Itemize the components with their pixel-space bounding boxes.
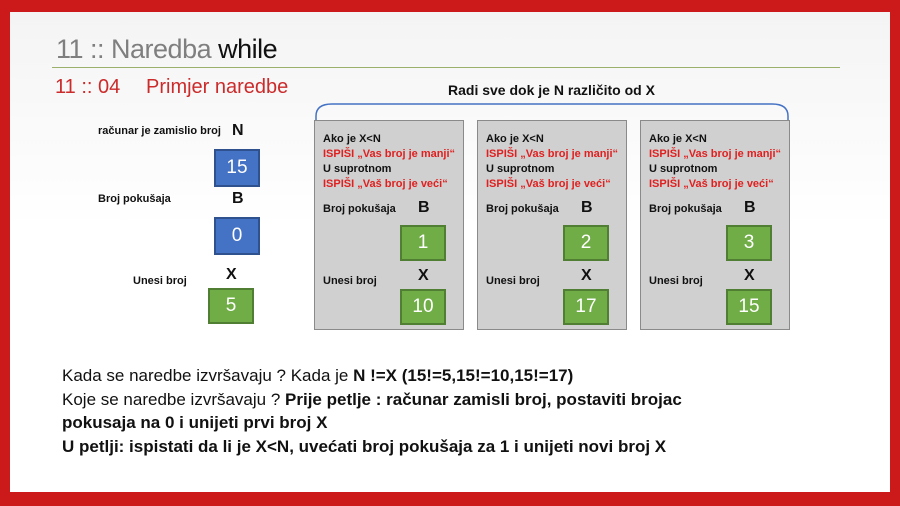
title-keyword: while [218,34,278,64]
else-keyword: U suprotnom [323,163,392,175]
else-text: ISPIŠI „Vaš broj je veći“ [323,178,448,190]
slide-title [56,34,277,65]
explanation-line-4 [62,437,666,457]
b-label: Broj pokušaja [323,203,396,215]
b-label: Broj pokušaja [649,203,722,215]
x-label: Unesi broj [133,275,187,287]
loop-header: Radi sve dok je N različito od X [448,82,655,98]
else-text: ISPIŠI „Vaš broj je veći“ [486,178,611,190]
n-variable: N [232,122,244,139]
explanation-line-3 [62,413,327,433]
then-text: ISPIŠI „Vas broj je manji“ [486,148,619,160]
title-rule [52,67,840,68]
answer-when: N !=X (15!=5,15!=10,15!=17) [353,366,574,385]
b-value-box: 3 [726,225,772,261]
n-value-box: 15 [214,149,260,187]
explanation-line-2 [62,390,682,410]
answer-before-loop: Prije petlje : računar zamisli broj, postaviti brojac [285,390,682,409]
x-variable: X [418,267,429,284]
b-variable: B [418,199,430,216]
subtitle-text: Primjer naredbe [146,76,289,98]
answer-in-loop: U petlji: ispistati da li je X<N, uvećati broj pokušaja za 1 i unijeti novi broj X [62,437,667,456]
title-prefix: 11 :: Naredba [56,34,212,64]
explanation-line-1 [62,366,573,386]
condition-text: Ako je X<N [323,133,381,145]
x-value-box: 17 [563,289,609,325]
b-label: Broj pokušaja [486,203,559,215]
iteration-panel-1 [314,120,464,330]
b-variable: B [744,199,756,216]
subtitle-number: 11 :: 04 [55,76,121,98]
iteration-panel-3 [640,120,790,330]
then-text: ISPIŠI „Vas broj je manji“ [323,148,456,160]
b-value-box: 2 [563,225,609,261]
x-label: Unesi broj [649,275,703,287]
condition-text: Ako je X<N [649,133,707,145]
x-value-box: 15 [726,289,772,325]
answer-before-loop-cont: pokusaja na 0 i unijeti prvi broj X [62,413,328,432]
then-text: ISPIŠI „Vas broj je manji“ [649,148,782,160]
else-text: ISPIŠI „Vaš broj je veći“ [649,178,774,190]
slide [10,12,890,492]
x-value-box: 5 [208,288,254,324]
else-keyword: U suprotnom [486,163,555,175]
b-value-box: 1 [400,225,446,261]
question-when: Kada se naredbe izvršavaju ? Kada je [62,366,354,385]
question-which: Koje se naredbe izvršavaju ? [62,390,286,409]
condition-text: Ako je X<N [486,133,544,145]
b-label: Broj pokušaja [98,193,171,205]
x-label: Unesi broj [323,275,377,287]
b-variable: B [581,199,593,216]
x-value-box: 10 [400,289,446,325]
b-variable: B [232,190,244,207]
iteration-panel-2 [477,120,627,330]
b-value-box: 0 [214,217,260,255]
x-variable: X [581,267,592,284]
n-label: računar je zamislio broj [98,125,221,137]
x-variable: X [226,266,237,283]
x-variable: X [744,267,755,284]
else-keyword: U suprotnom [649,163,718,175]
x-label: Unesi broj [486,275,540,287]
